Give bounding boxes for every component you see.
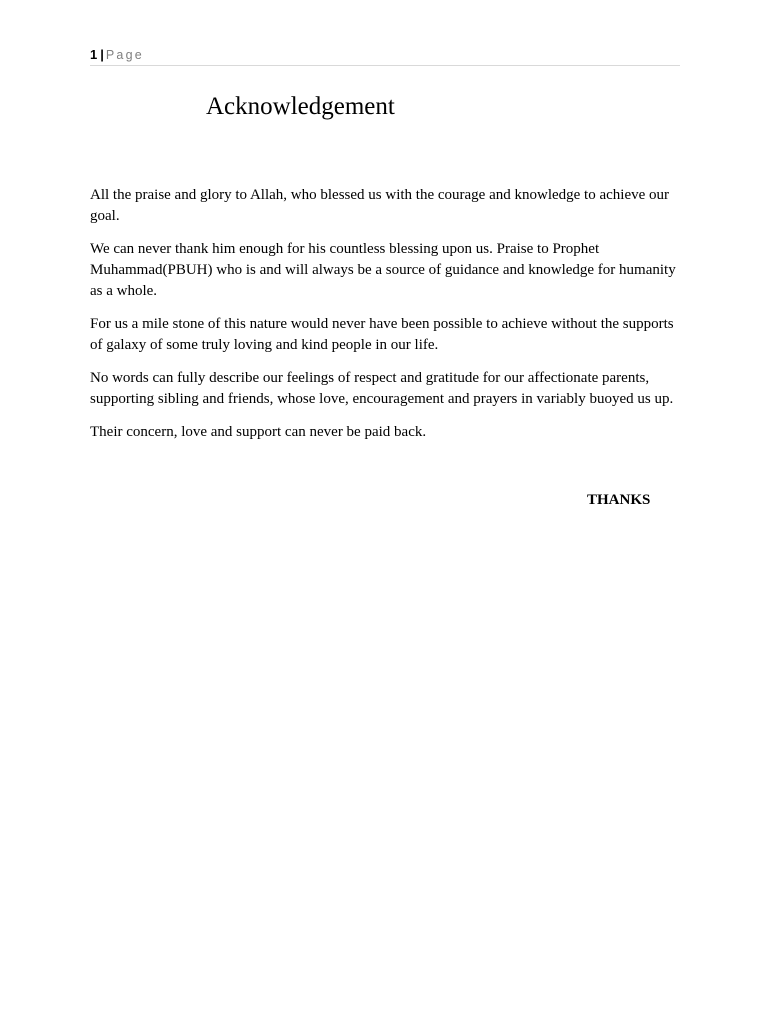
paragraph-gratitude: No words can fully describe our feelings of respect and gratitude for our affectionate parents, supporting sibling and friends, whose love, encouragement and prayers in variably buoyed us up. [90,370,674,407]
page-title: Acknowledgement [206,93,395,120]
page-label: Page [105,48,144,62]
document-body [90,185,682,455]
paragraph-prophet: We can never thank him enough for his countless blessing upon us. Praise to Prophet Muhammad(PBUH) who is and will always be a source of guidance and knowledge for humanity as a whole. [90,241,676,299]
paragraph-milestone: For us a mile stone of this nature would never have been possible to achieve without the supports of galaxy of some truly loving and kind people in our life. [90,316,674,353]
page-number-separator: | [100,47,104,62]
paragraph-praise: All the praise and glory to Allah, who blessed us with the courage and knowledge to achieve our goal. [90,187,670,224]
page-header [90,46,680,66]
page-number: 1 [90,47,98,62]
paragraph-concern: Their concern, love and support can never be paid back. [90,424,427,440]
closing-thanks: THANKS [587,492,651,508]
